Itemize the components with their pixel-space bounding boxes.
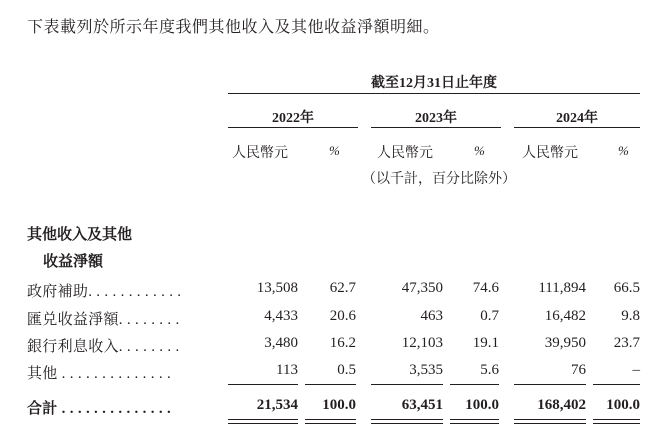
pct-2022-header: % [329, 143, 340, 158]
pct-2024-header: % [618, 143, 629, 158]
intro-text: 下表載列於所示年度我們其他收入及其他收益淨額明細。 [27, 19, 440, 36]
year-2023-rule [371, 127, 501, 128]
total-2023-pct: 100.0 [465, 397, 499, 413]
total-2023-amount: 63,451 [401, 397, 443, 413]
cell-2023-amount: 12,103 [401, 335, 443, 351]
cell-2024-pct: 9.8 [621, 308, 640, 324]
cell-2022-amount: 4,433 [264, 308, 298, 324]
cell-2022-pct: 62.7 [329, 280, 356, 296]
total-double-rule-2024-pct [593, 419, 640, 424]
unit-2023: 人民幣元 [377, 146, 433, 161]
cell-2023-pct: 0.7 [480, 308, 499, 324]
cell-2024-pct: 23.7 [613, 335, 640, 351]
cell-2022-pct: 20.6 [329, 308, 356, 324]
section-title-cont: 收益淨額 [43, 254, 104, 270]
year-2024-rule [514, 127, 640, 128]
cell-2024-pct: – [632, 362, 640, 378]
year-2024-header: 2024年 [556, 111, 598, 126]
total-double-rule-2023-pct [450, 419, 499, 424]
unit-2024: 人民幣元 [522, 146, 578, 161]
unit-note: （以千計，百分比除外） [362, 172, 516, 187]
section-title: 其他收入及其他 [27, 227, 133, 243]
total-double-rule-2024-amount [514, 419, 586, 424]
row-label: 銀行利息收入. . . . . . . . [27, 339, 180, 355]
cell-2024-amount: 39,950 [544, 335, 586, 351]
subtotal-rule-2022-amount [228, 384, 298, 385]
cell-2023-amount: 463 [420, 308, 443, 324]
cell-2022-amount: 3,480 [264, 335, 298, 351]
total-2024-pct: 100.0 [606, 397, 640, 413]
row-label: 政府補助. . . . . . . . . . . . [27, 284, 182, 300]
cell-2023-pct: 19.1 [472, 335, 499, 351]
year-2023-header: 2023年 [415, 111, 457, 126]
subtotal-rule-2024-amount [514, 384, 586, 385]
total-double-rule-2022-pct [305, 419, 356, 424]
cell-2023-pct: 74.6 [472, 280, 499, 296]
row-label: 其他 . . . . . . . . . . . . . . [27, 366, 171, 382]
total-2022-pct: 100.0 [322, 397, 356, 413]
subtotal-rule-2023-pct [450, 384, 499, 385]
cell-2024-pct: 66.5 [613, 280, 640, 296]
subtotal-rule-2022-pct [305, 384, 356, 385]
total-label: 合計 . . . . . . . . . . . . . . [27, 401, 171, 417]
cell-2022-pct: 16.2 [329, 335, 356, 351]
total-double-rule-2022-amount [228, 419, 298, 424]
subtotal-rule-2024-pct [593, 384, 640, 385]
cell-2023-amount: 3,535 [409, 362, 443, 378]
cell-2024-amount: 16,482 [544, 308, 586, 324]
year-2022-header: 2022年 [272, 111, 314, 126]
cell-2023-amount: 47,350 [401, 280, 443, 296]
cell-2022-amount: 113 [276, 362, 298, 378]
unit-2022: 人民幣元 [232, 146, 288, 161]
period-header: 截至12月31日止年度 [371, 76, 497, 91]
pct-2023-header: % [474, 143, 485, 158]
year-2022-rule [228, 127, 358, 128]
total-2024-amount: 168,402 [537, 397, 586, 413]
cell-2022-pct: 0.5 [337, 362, 356, 378]
row-label: 匯兑收益淨額. . . . . . . . [27, 312, 180, 328]
cell-2022-amount: 13,508 [256, 280, 298, 296]
total-double-rule-2023-amount [371, 419, 443, 424]
subtotal-rule-2023-amount [371, 384, 443, 385]
cell-2024-amount: 111,894 [538, 280, 586, 296]
period-rule [228, 93, 640, 94]
cell-2024-amount: 76 [571, 362, 586, 378]
total-2022-amount: 21,534 [256, 397, 298, 413]
cell-2023-pct: 5.6 [480, 362, 499, 378]
